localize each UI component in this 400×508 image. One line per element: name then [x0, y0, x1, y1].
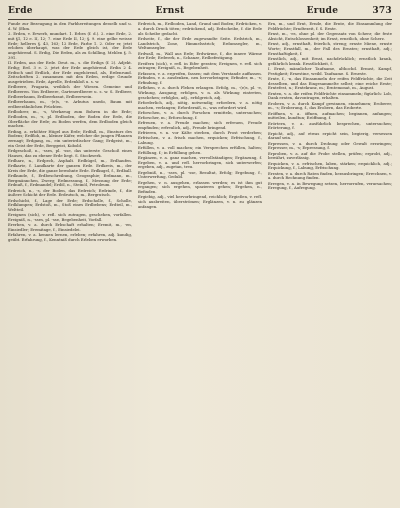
- dictionary-entry: Erörtern, v. a. ausführlich besprechen, untersuchen; Erörterung, f.: [268, 120, 392, 131]
- dictionary-entry: Ergänzen, v. a. ganz machen, vervollständigen; Ergänzung, f. Ergeben, v. a. und refl. hervorbringen, sich unterwerfen; ergeben, adj., zugetan, treu.: [138, 154, 262, 170]
- page-number: 373: [372, 6, 392, 16]
- header-right: [272, 6, 392, 16]
- dictionary-entry: Erregen, v. a. in Bewegung setzen, hervorrufen, verursachen; Erregung, f., Aufregung.: [268, 180, 392, 191]
- header-right-word: Erude: [306, 6, 339, 16]
- dictionary-entry: Ernstlich, adj., mit Ernst, nachdrücklich; ernstlich krank, gefährlich krank. Ernstlichkeit, f.: [268, 55, 392, 66]
- dictionary-entry: Erfüllen, v. a. voll machen; ein Versprechen erfüllen, halten; Erfüllung, f.; in Erfüllung gehen.: [138, 144, 262, 155]
- dictionary-entry: Erforderlich, adj., nötig, notwendig; erfordern, v. a. nötig machen, verlangen; Erforderniß, n., was erfordert wird.: [138, 100, 262, 110]
- column-left: [8, 22, 132, 508]
- dictionary-entry: Erdbeere, Fragaria, weiblich der Wiesen. Gemeine und Erdbeeren. Von Erdbeere, Gartenerdbeere u. s. w. S. Erdbeer, Erdbeerbaum, Erdbeerkraut, Erdbeerwein.: [8, 84, 132, 99]
- dictionary-entry: Erdgeschoß, n., -sses, pl. -sse, das unterste Geschoß eines Hauses, das zu ebener Erde liegt. S. Stockwerk.: [8, 148, 132, 158]
- dictionary-entry: Ern, m., und Ernt, Ernde, die Ernte, die Einsammlung der Feldfrüchte; Erndtezeit, f. S. Ernte.: [268, 22, 392, 31]
- dictionary-entry: Erpicht, adj., auf etwas erpicht sein, begierig, versessen darauf sein.: [268, 130, 392, 141]
- dictionary-entry: Ergebniß, n., -sses, pl. -sse, Resultat, Erfolg; Ergebung, f., Unterwerfung, Geduld.: [138, 169, 262, 180]
- dictionary-entry: Erforschen, v. a. durch Forschen ermitteln, untersuchen; Erforscher, m.; Erforschung, f.: [138, 110, 262, 120]
- dictionary-entry: Erdbeerbaum, m., -(e)s, -e. Arbutus unedo, Baum mit erdbeerähnlichen Früchten.: [8, 99, 132, 109]
- dictionary-entry: Ernst, m., -es, ohne pl. der Gegensatz von Scherz; die feste Absicht, Entschlossenheit; im Ernst, ernstlich, ohne Scherz.: [268, 31, 392, 41]
- header-center-word: Ernst: [155, 6, 185, 16]
- dictionary-entry: II. Erden, aus der Erde. Deut. m., s. die Erdigs (f. 2). Adjekt. Erdig; Erd. 3 e. 2. jetzt der Erde angehörend. Erdin 2 4. Erdisch und Erdlich, der Erde zugehörend, als, Erdenrund. Zeitschriften 2. zusammen mit den Erden, erdige Grunde ausgetrieben. Erde, Aprelle, Erdenkloß u. s. w.: [8, 60, 132, 84]
- dictionary-entry: Erraten, v. a. durch Raten finden, herausbringen; Errechnen, v. a. durch Rechnung finden.: [268, 170, 392, 181]
- running-header: [8, 6, 392, 18]
- dictionary-entry: Eröffnen, v. a. öffnen, aufmachen; beginnen, anfangen; mitteilen, kundtun; Eröffnung, f.: [268, 110, 392, 121]
- dictionary-entry: I. Ernst, männlicher Taufname, althochd. Ernust, Kampf, Festigkeit; Ernestine, weibl. Taufname. S. Erneste.: [268, 65, 392, 76]
- dictionary-entry: Erding, a. erhöhter Hügel aus Erde; Erdfall, m., Einsturz des Bodens; Erdfloh, m., kleiner Käfer, welcher die jungen Pflanzen zernagt; Erdgang, m., ein unterirdischer Gang; Erdgeist, m., ein Geist der Erde, Berggeist, Kobold.: [8, 128, 132, 148]
- dictionary-entry: Erfahren, v. a. kennen lernen, erleben; erfahren, adj. kundig, geübt. Erfahrung, f., Kenntniß durch Erleben erworben.: [8, 232, 132, 242]
- dictionary-entry: Ernte, f., -n, das Einsammeln der reifen Feldfrüchte, die Zeit desselben, und das Eingesammelte selbst; eine reiche Ernte; Erntefest, n.; Erntekranz, m.; Erntemonat, m., August.: [268, 75, 392, 91]
- dictionary-entry: Ernten, v. a. die reifen Feldfrüchte einsammeln; figürlich: Lob, Dank ernten, davontragen, erhalten.: [268, 90, 392, 101]
- dictionary-entry: Ergiebig, adj., viel hervorbringend, reichlich; Ergießen, v. refl. sich ausbreiten, überströmen; Erglänzen, v. n. zu glänzen anfangen.: [138, 194, 262, 209]
- dictionary-entry: Erdbohrer, m., -s, Werkzeug zum Bohren in die Erde; Erdboden, m., -s, pl. Erdboden, der Boden der Erde, die Oberfläche der Erde; zu Boden werfen, dem Erdboden gleich machen.: [8, 109, 132, 129]
- dictionary-entry: Ergehen, v. n. ausgehen, erlassen werden; es ist ihm gut ergangen; sich ergehen, spazieren gehen; Ergehen, n., Befinden.: [138, 179, 262, 194]
- column-middle: [138, 22, 262, 508]
- dictionary-entry: Erdreich, m., Erdboden, Land, Grund und Boden; Erdrücken, v. a. durch Druck töten; erdrückend, adj. Erdscheibe, f. die Erde als Scheibe gedacht.: [138, 22, 262, 36]
- dictionary-entry: Erquicken, v. a. erfrischen, laben, stärken; erquicklich, adj.; Erquickung, f., Labung, Erfrischung.: [268, 160, 392, 171]
- dictionary-entry: Erproben, v. a. auf die Probe stellen, prüfen; erprobt, adj., bewährt, zuverlässig.: [268, 150, 392, 161]
- dictionary-entry: Ernst, adj., ernsthaft, feierlich, streng; ernste Miene, ernste Worte; Ernstfall, m., der Fall des Ernstes; ernsthaft, adj.; Ernsthaftigkeit, f.: [268, 41, 392, 56]
- dictionary-entry: Erdschicht, f., Lage der Erde; Erdscholle, f., Scholle, Erdklumpen; Erdstoß, m., Stoß eines Erdbebens; Erdteil, m., Weltteil.: [8, 197, 132, 212]
- dictionary-entry: Erdwall, m., Wall aus Erde; Erdwärme, f., die innere Wärme der Erde; Erdwerk, n., Schanze, Erdbefestigung.: [138, 50, 262, 61]
- dictionary-entry: Erfassen, v. a. ergreifen, fassen; mit dem Verstande auffassen. Erfinden, v. a. ausdenken, neu hervorbringen; Erfinder, m., -s; Erfindung, f.: [138, 70, 262, 85]
- header-rule: [8, 19, 392, 20]
- dictionary-entry: 2. Erden, v. Erwerb, mundart. 1. Erbes (f. d.). 2. eine Erde, 2. mit §1, 12 e. II, 12; 7. eine Erde II, 12; §. 9. eine gelbe weisse Erde; helleres §. 43, 163; 12 Erde, Farbe 1. 2. Oder er, jetzt erloben überhaupt, was der Erde gleich ist, der Erde angehörend. S. Erdig, Die Erden, als zu Schilling, Mehlen §. 5. 391.: [8, 31, 132, 60]
- dictionary-entry: Erdseite, f., die der Erde zugewandte Seite. Erdstrich, m., Landstrich, Zone, Himmelsstrich; Erdumsegler, m., Weltumsegler.: [138, 35, 262, 51]
- dictionary-entry: Erfrieren, v. n. vor Kälte sterben, durch Frost verderben; Erfrischen, v. a. frisch machen, erquicken; Erfrischung, f., Labung.: [138, 130, 262, 145]
- dictionary-entry: Erdreich, n., -s, der Boden, das Erdreich; Erdrinde, f., die äußere Schicht der Erde. Erdrutsch, m., Bergrutsch.: [8, 187, 132, 198]
- text-columns: [8, 22, 392, 508]
- dictionary-entry: Erfreuen, v. a. Freude machen; sich erfreuen, Freude empfinden; erfreulich, adj., Freude bringend.: [138, 120, 262, 130]
- dictionary-entry: Ererben, v. a. durch Erbschaft erhalten; Eremit, m., -en, Einsiedler; Eremitage, f., Einsiedelei.: [8, 222, 132, 232]
- dictionary-entry: Erdharz, n., Erdpech, Asphalt. Erdhügel, m., Erdhaufen. Erdkarte, f. Landkarte der ganzen Erde. Erdkreis, m., der Kreis der Erde, die ganze bewohnte Erde. Erdkugel, f., Erdball.: [8, 158, 132, 173]
- dictionary-entry: Erpressen, v. a. durch Drohung oder Gewalt erzwingen; Erpresser, m., -s; Erpressung, f.: [268, 140, 392, 151]
- column-right: [268, 22, 392, 508]
- dictionary-entry: Funde zur Bezeugung in den Farbhereitungen desselb und u. d. W. (Ehm.: [8, 22, 132, 31]
- dictionary-entry: Ereignen (sich), v. refl. sich zutragen, geschehen, vorfallen. Ereigniß, n., -sses, pl. -sse, Begebenheit, Vorfall.: [8, 212, 132, 222]
- dictionary-entry: Erflehen, v. a. durch Flehen erlangen. Erfolg, m., -(e)s, pl. -e, Wirkung, Ausgang; erfolgen, v. n. als Wirkung eintreten, geschehen; erfolglos, adj., erfolgreich, adj.: [138, 85, 262, 100]
- dictionary-entry: Erobern, v. a. durch Kampf gewinnen, einnehmen; Eroberer, m., -s; Eroberung, f., das Erobern, das Eroberte.: [268, 100, 392, 111]
- dictionary-entry: Erdkunde, f., Erdbeschreibung, Geographie; Erdmann, m., Bergmännchen, Zwerg; Erdmessung, f., Messung der Erde; Erdnuß, f., Erdmandel; Erdöl, n., Steinöl, Petroleum.: [8, 172, 132, 188]
- dictionary-entry: Ereifern (sich), v. refl. in Eifer geraten; Ereignen, v. refl. sich zutragen; Ereigniß, n., Begebenheit.: [138, 60, 262, 71]
- header-left-word: Erde: [8, 6, 33, 16]
